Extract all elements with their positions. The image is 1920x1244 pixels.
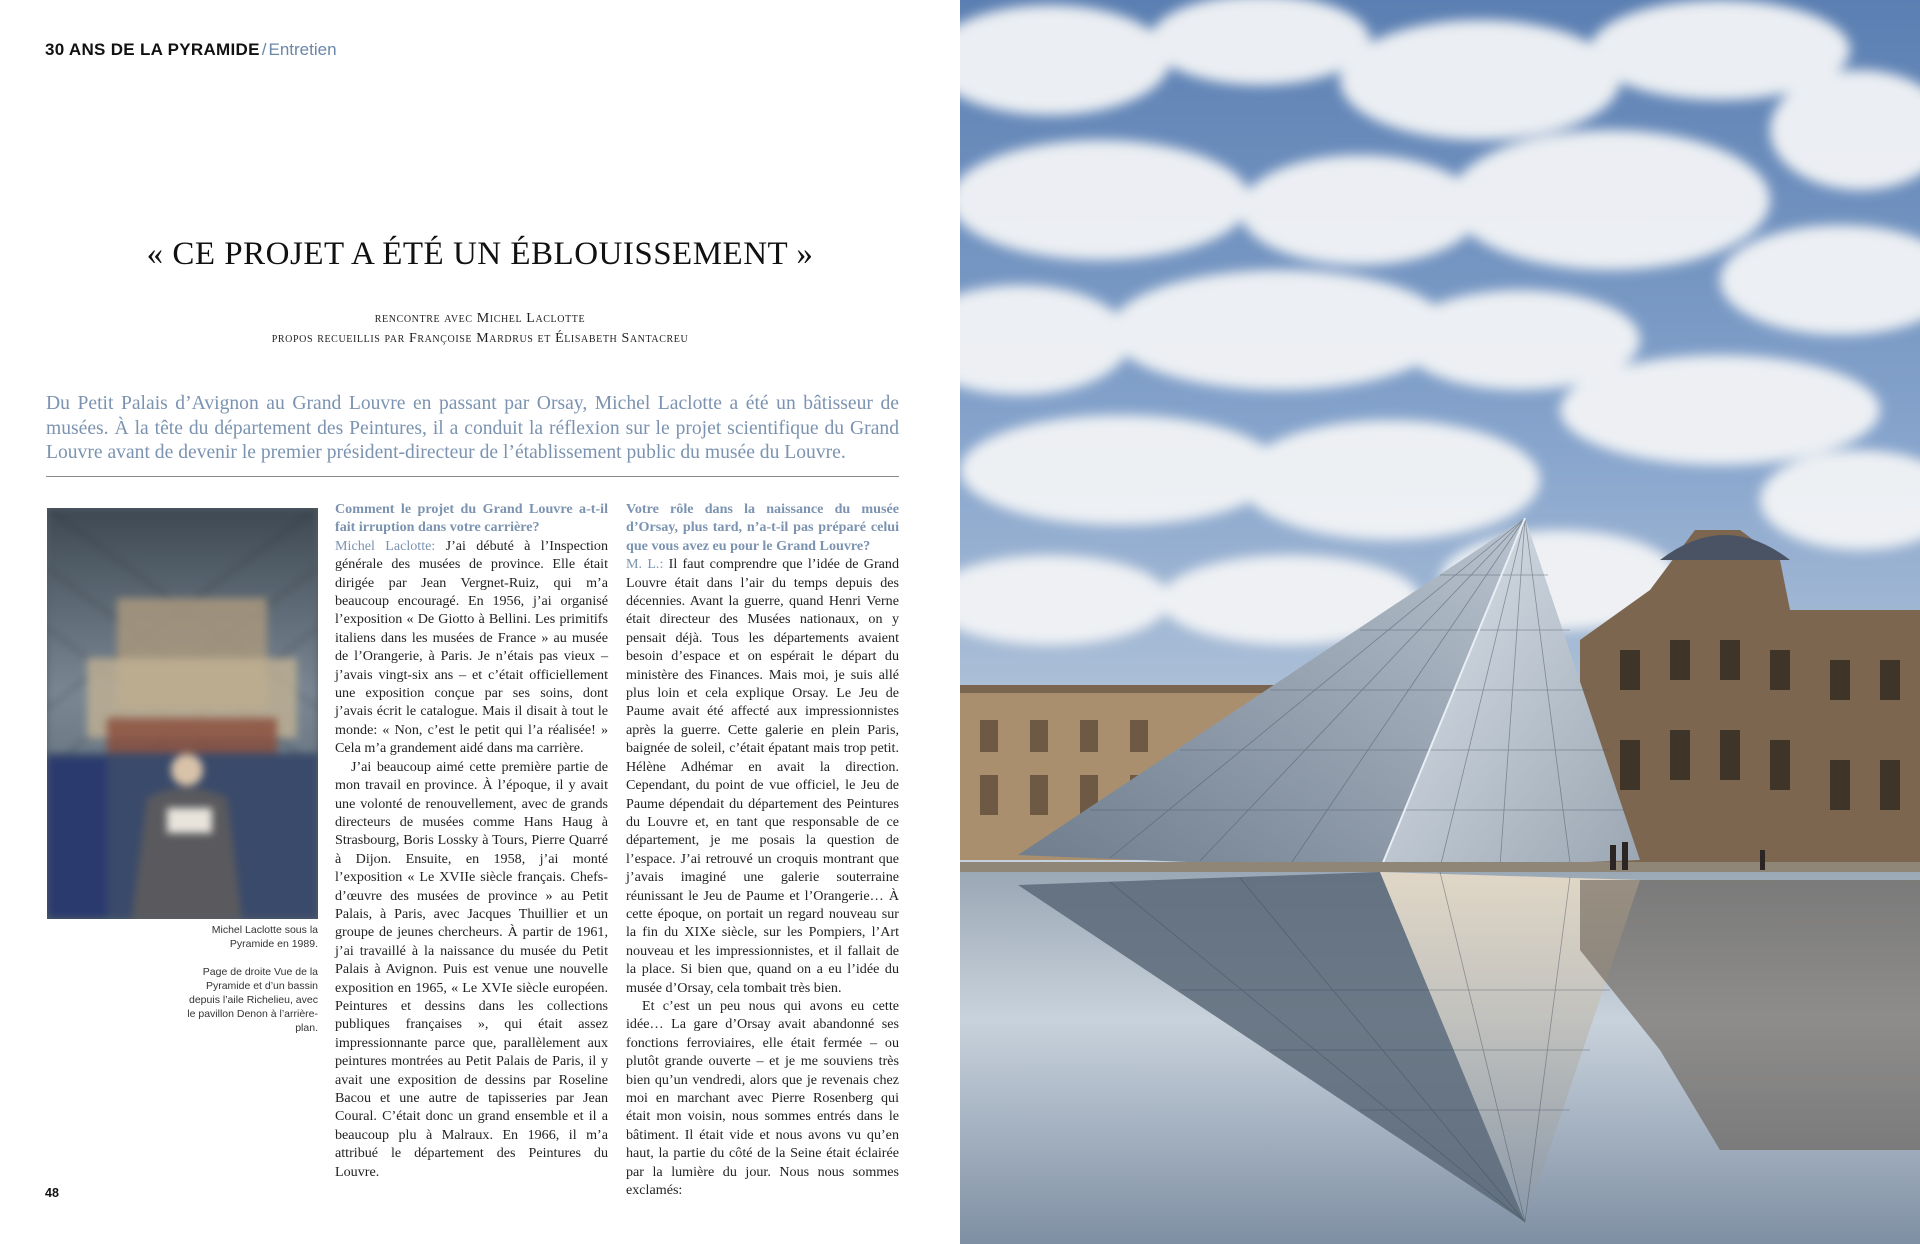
column2-answer-1: Il faut comprendre que l’idée de Grand Louvre était dans l’air du temps depuis des décennies. Avant la guerre, quand Henri Verne était directeur des Musées nationaux, on y pensait déjà. Tous les départements avaient besoin d’espace et on espérait le départ du ministère des Finances. Mais moi, je suis allé plus loin et cela explique Orsay. Le Jeu de Paume avait été affecté aux impressionnistes après la guerre. Cette galerie en plein Paris, baignée de soleil, c’était épatant mais trop petit. Hélène Adhémar en avait la direction. Cependant, du point de vue officiel, le Jeu de Paume dépendait du département des Peintures du Louvre et, en tant que responsable de ce département, je me posais la question de l’espace. J’ai retrouvé un croquis montrant que j’avais imaginé une galerie souterraine réunissant le Jeu de Paume et l’Orangerie… À cette époque, on portait un regard nouveau sur la fin du XIXe siècle, sur les Pompiers, l’Art nouveau et les impressionnistes, et il fallait de la place. Si bien que, quand on a eu l’idée du musée d’Orsay, cela tombait très bien. <box>626 556 899 996</box>
article-credits <box>0 309 960 349</box>
column1-answer-1: J’ai débuté à l’Inspection générale des musées de province. Elle était dirigée par Jean Vergnet-Ruiz, qui m’a beaucoup encouragé. En 1956, j’ai organisé l’exposition « De Giotto à Bellini. Les primitifs italiens dans les musées de France » au musée de l’Orangerie, à Paris. Je n’étais pas vieux – j’avais vingt-six ans – et c’était officiellement une exposition conçue par ses soins, dont j’avais écrit le catalogue. Mais il disait à tout le monde: « Non, c’est le petit qui l’a réalisée! » Cela m’a grandement aidé dans ma carrière. <box>335 537 609 757</box>
photo-caption: Michel Laclotte sous la Pyramide en 1989. <box>211 924 318 950</box>
column1-question: Comment le projet du Grand Louvre a-t-il fait irruption dans votre carrière? <box>335 501 608 536</box>
portrait-photo <box>47 508 318 919</box>
running-header <box>45 40 337 60</box>
text-column-1 <box>335 500 608 1181</box>
header-subsection: Entretien <box>268 40 337 59</box>
header-section: 30 ANS DE LA PYRAMIDE <box>45 40 260 59</box>
portrait-image <box>47 508 318 919</box>
article-title: « CE PROJET A ÉTÉ UN ÉBLOUISSEMENT » <box>146 236 814 272</box>
column1-paragraph-1 <box>335 500 608 758</box>
column1-paragraph-2: J’ai beaucoup aimé cette première partie de mon travail en province. À l’époque, il y avait une volonté de renouvellement, avec de grands directeurs de musées comme Hans Haug à Strasbourg, Boris Lossky à Tours, Pierre Quarré à Dijon. Ensuite, en 1958, j’ai monté l’exposition « Le XVIIe siècle français. Chefs-d’œuvre des musées de province » au Petit Palais, à Paris, avec Jacques Thuillier et un groupe de jeunes chercheurs. À partir de 1961, j’ai travaillé à la naissance du musée du Petit Palais à Avignon. Puis est venue une nouvelle exposition en 1965, « Le XVIe siècle européen. Peintures et dessins dans les collections publiques françaises », qui était assez impressionnante parce que, parallèlement aux peintures montrées au Petit Palais de Paris, il y avait une exposition de dessins par Roseline Bacou et une autre de tapisseries par Jean Coural. C’était donc un grand ensemble et il a beaucoup plu à Malraux. En 1966, il m’a attribué le département des Peintures du Louvre. <box>335 758 608 1180</box>
column2-paragraph-1 <box>626 500 899 997</box>
column2-speaker: M. L.: <box>626 556 664 573</box>
right-page-photo <box>960 0 1920 1244</box>
credit-interview: rencontre avec Michel Laclotte <box>374 311 586 326</box>
right-page-caption: Page de droite Vue de la Pyramide et d’un bassin depuis l’aile Richelieu, avec le pavillon Denon à l’arrière-plan. <box>187 966 318 1034</box>
pyramid-image <box>960 0 1920 1244</box>
intro-divider <box>46 476 899 477</box>
article-intro: Du Petit Palais d’Avignon au Grand Louvre en passant par Orsay, Michel Laclotte a été un bâtisseur de musées. À la tête du département des Peintures, il a conduit la réflexion sur le projet scientifique du Grand Louvre avant de devenir le premier président-directeur de l’établissement public du musée du Louvre. <box>46 393 899 463</box>
header-separator: / <box>261 40 267 59</box>
text-column-2 <box>626 500 899 1199</box>
column2-question: Votre rôle dans la naissance du musée d’Orsay, plus tard, n’a-t-il pas préparé celui que vous avez eu pour le Grand Louvre? <box>626 501 899 554</box>
page-number: 48 <box>45 1186 59 1200</box>
column2-paragraph-2: Et c’est un peu nous qui avons eu cette idée… La gare d’Orsay avait abandonné ses fonctions ferroviaires, elle était fermée – ou plutôt grande ouverte – et je me souviens très bien qu’un vendredi, alors que je revenais chez moi en marchant avec Pierre Rosenberg qui était mon voisin, nous sommes entrés dans le bâtiment. Il était vide et nous avons vu qu’en haut, la partie du côté de la Seine était éclairée par la lumière du jour. Nous nous sommes exclamés: <box>626 997 899 1199</box>
column1-speaker: Michel Laclotte: <box>335 537 436 554</box>
credit-authors: propos recueillis par Françoise Mardrus et Élisabeth Santacreu <box>271 331 689 346</box>
